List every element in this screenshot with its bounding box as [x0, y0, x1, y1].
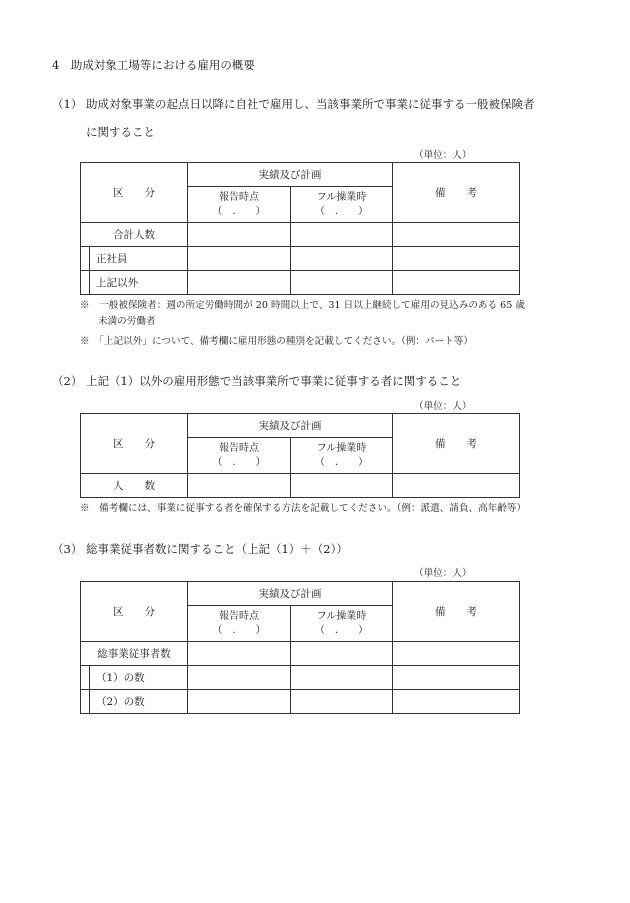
s2-header-jisseki: 実績及び計画	[188, 414, 393, 438]
s3-row-total-label: 総事業従事者数	[81, 642, 188, 666]
s1-row-other-biko[interactable]	[393, 271, 520, 295]
s3-row-s2-label: （2）の数	[96, 696, 145, 708]
s3-header-houkoku-date: （ . ）	[212, 624, 266, 636]
s2-header-biko: 備 考	[393, 414, 520, 474]
s1-table	[80, 162, 520, 295]
s2-header-houkoku: 報告時点	[219, 442, 259, 454]
s1-note1-line1: ※ 一般被保険者：週の所定労働時間が 20 時間以上で、31 日以上継続して雇用の見込みのある 65 歳	[80, 300, 526, 311]
s3-row-total-houkoku[interactable]	[188, 642, 291, 666]
s3-title: （3） 総事業従事者数に関すること（上記（1）＋（2））	[52, 542, 348, 556]
s3-header-biko: 備 考	[393, 582, 520, 642]
s1-header-houkoku-cell	[188, 187, 291, 223]
s1-unit: （単位：人）	[414, 150, 472, 161]
s3-row-s2-full[interactable]	[291, 690, 393, 714]
s1-row-seishain-houkoku[interactable]	[188, 247, 291, 271]
s1-row-seishain-label: 正社員	[96, 253, 128, 265]
s3-header-jisseki: 実績及び計画	[188, 582, 393, 606]
s3-header-full-cell	[291, 606, 393, 642]
s3-header-kubun: 区 分	[81, 582, 188, 642]
s1-header-biko: 備 考	[393, 163, 520, 223]
s1-title-line1: （1） 助成対象事業の起点日以降に自社で雇用し、当該事業所で事業に従事する一般被保険者	[52, 97, 535, 111]
s3-row-s2-houkoku[interactable]	[188, 690, 291, 714]
s2-header-houkoku-date: （ . ）	[212, 456, 266, 468]
s2-note: ※ 備考欄には、事業に従事する者を確保する方法を記載してください。（例：派遣、請負、高年齢等）	[80, 503, 527, 514]
s2-row-ninzu-label: 人 数	[81, 474, 188, 498]
s3-row-s1-houkoku[interactable]	[188, 666, 291, 690]
s2-row-ninzu-biko[interactable]	[393, 474, 520, 498]
s3-row-s1-label-cell	[81, 666, 188, 690]
s2-row-ninzu-full[interactable]	[291, 474, 393, 498]
s1-row-total-label: 合計人数	[81, 223, 188, 247]
s3-row-s1-full[interactable]	[291, 666, 393, 690]
s1-header-kubun: 区 分	[81, 163, 188, 223]
s3-row-s1-label: （1）の数	[96, 672, 145, 684]
s1-header-full-date: （ . ）	[314, 205, 369, 217]
s1-header-houkoku: 報告時点	[219, 191, 259, 203]
s1-header-jisseki: 実績及び計画	[188, 163, 393, 187]
s1-note2: ※ 「上記以外」について、備考欄に雇用形態の種別を記載してください。（例：パート等）	[80, 336, 473, 347]
s1-title-line2: に関すること	[86, 125, 155, 139]
s2-header-full-cell	[291, 438, 393, 474]
s2-header-houkoku-cell	[188, 438, 291, 474]
s2-row-ninzu-houkoku[interactable]	[188, 474, 291, 498]
s2-title: （2） 上記（1）以外の雇用形態で当該事業所で事業に従事する者に関すること	[52, 374, 462, 388]
s2-unit: （単位：人）	[414, 401, 472, 412]
s3-row-s1-biko[interactable]	[393, 666, 520, 690]
s2-header-full: フル操業時	[316, 442, 367, 454]
s3-row-s2-label-cell	[81, 690, 188, 714]
section-title: 4 助成対象工場等における雇用の概要	[52, 58, 255, 72]
s3-table	[80, 581, 520, 714]
s3-row-total-full[interactable]	[291, 642, 393, 666]
s3-header-houkoku-cell	[188, 606, 291, 642]
s2-header-kubun: 区 分	[81, 414, 188, 474]
s3-unit: （単位：人）	[414, 568, 472, 579]
s1-note1-line2: 未満の労働者	[98, 316, 156, 327]
s1-row-total-biko[interactable]	[393, 223, 520, 247]
s1-row-other-label-cell	[81, 271, 188, 295]
s3-row-total-biko[interactable]	[393, 642, 520, 666]
s1-header-full-cell	[291, 187, 393, 223]
s1-header-houkoku-date: （ . ）	[212, 205, 266, 217]
s3-header-full-date: （ . ）	[314, 624, 369, 636]
s1-row-total-full[interactable]	[291, 223, 393, 247]
s3-header-full: フル操業時	[316, 610, 367, 622]
s1-row-seishain-biko[interactable]	[393, 247, 520, 271]
s2-table	[80, 413, 520, 498]
s1-row-seishain-full[interactable]	[291, 247, 393, 271]
s1-row-total-houkoku[interactable]	[188, 223, 291, 247]
s2-header-full-date: （ . ）	[314, 456, 369, 468]
s1-row-other-full[interactable]	[291, 271, 393, 295]
s1-header-full: フル操業時	[316, 191, 367, 203]
s1-row-other-label: 上記以外	[96, 277, 138, 289]
s3-header-houkoku: 報告時点	[219, 610, 259, 622]
s1-row-other-houkoku[interactable]	[188, 271, 291, 295]
s3-row-s2-biko[interactable]	[393, 690, 520, 714]
s1-row-seishain-label-cell	[81, 247, 188, 271]
